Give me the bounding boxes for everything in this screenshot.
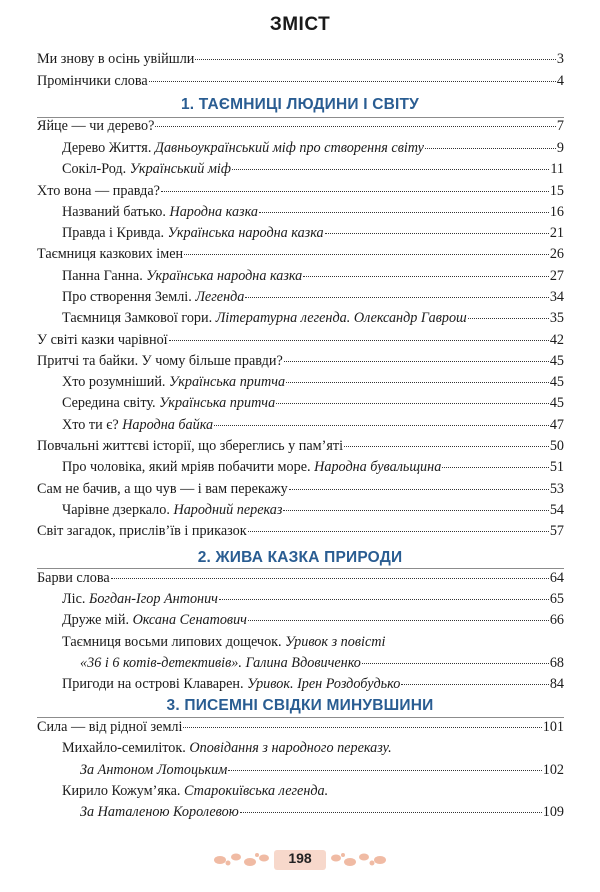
entry-subtitle: «36 і 6 котів-детективів». Галина Вдовиченко — [80, 655, 361, 671]
entry-title: Хто вона — правда? — [37, 183, 160, 199]
entry-page: 15 — [549, 183, 564, 199]
entry-subtitle: Оксана Сенатович — [132, 612, 247, 628]
entry-page: 54 — [549, 502, 564, 518]
entry-subtitle: Старокиївська легенда. — [183, 783, 329, 799]
toc-entry[interactable] — [37, 332, 564, 349]
entry-page: 51 — [549, 459, 564, 475]
entry-title: Ми знову в осінь увійшли — [37, 51, 195, 67]
entry-page: 68 — [549, 655, 564, 671]
entry-subtitle: Народна бувальщина — [314, 459, 442, 475]
toc-entry[interactable] — [37, 73, 564, 90]
toc-entry[interactable] — [37, 570, 564, 587]
entry-subtitle: Уривок з повісті — [285, 634, 386, 650]
entry-page: 45 — [549, 353, 564, 369]
entry-page: 53 — [549, 481, 564, 497]
toc-entry[interactable] — [62, 374, 564, 391]
entry-title: Правда і Кривда. — [62, 225, 168, 241]
entry-page: 109 — [542, 804, 564, 820]
entry-page: 26 — [549, 246, 564, 262]
toc-entry[interactable] — [62, 459, 564, 476]
toc-entry[interactable] — [62, 225, 564, 242]
entry-page: 66 — [549, 612, 564, 628]
entry-subtitle: Давньоукраїнський міф про створення світу — [154, 140, 424, 156]
entry-title: Сокіл-Род. — [62, 161, 130, 177]
entry-page: 45 — [549, 395, 564, 411]
entry-page: 34 — [549, 289, 564, 305]
entry-page: 7 — [556, 118, 564, 134]
entry-title: Друже мій. — [62, 612, 133, 628]
section-heading-1: 1. ТАЄМНИЦІ ЛЮДИНИ І СВІТУ — [180, 96, 420, 113]
entry-subtitle: Народна байка — [122, 417, 214, 433]
toc-entry[interactable] — [62, 395, 564, 412]
entry-title: Ліс. — [62, 591, 89, 607]
entry-subtitle: Українська народна казка — [167, 225, 324, 241]
entry-title: Хто ти є? — [62, 417, 123, 433]
entry-subtitle: Богдан-Ігор Антонич — [88, 591, 218, 607]
entry-page: 27 — [549, 268, 564, 284]
entry-title: Барви слова — [37, 570, 110, 586]
page-number: 198 — [288, 850, 312, 866]
section-heading-3: 3. ПИСЕМНІ СВІДКИ МИНУВШИНИ — [166, 697, 434, 714]
toc-entry[interactable] — [62, 161, 564, 178]
entry-page: 21 — [549, 225, 564, 241]
entry-page: 42 — [549, 332, 564, 348]
entry-page: 9 — [556, 140, 564, 156]
entry-page: 4 — [556, 73, 564, 89]
entry-title: Світ загадок, прислів’їв і приказок — [37, 523, 247, 539]
toc-entry[interactable] — [62, 740, 564, 757]
entry-title: Сила — від рідної землі — [37, 719, 183, 735]
entry-subtitle: За Наталеною Королевою — [80, 804, 239, 820]
toc-entry[interactable] — [62, 289, 564, 306]
entry-title: Про чоловіка, який мріяв побачити море. — [62, 459, 315, 475]
entry-page: 16 — [549, 204, 564, 220]
toc-entry[interactable] — [37, 438, 564, 455]
entry-subtitle: Українська притча — [159, 395, 276, 411]
toc-entry[interactable] — [37, 246, 564, 263]
entry-page: 3 — [556, 51, 564, 67]
entry-title: Повчальні життєві історії, що збереглись у пам’яті — [37, 438, 344, 454]
entry-title: Таємниця восьми липових дощечок. — [62, 634, 286, 650]
page-title: ЗМІСТ — [269, 14, 331, 35]
toc-entry[interactable] — [62, 591, 564, 608]
toc-entry[interactable] — [62, 204, 564, 221]
entry-title: Пригоди на острові Клаварен. — [62, 676, 248, 692]
toc-entry[interactable] — [62, 634, 564, 651]
entry-page: 101 — [542, 719, 564, 735]
toc-entry[interactable] — [37, 353, 564, 370]
entry-subtitle: Літературна легенда. Олександр Гаврош — [215, 310, 467, 326]
toc-entry[interactable] — [37, 523, 564, 540]
toc-entry[interactable] — [62, 310, 564, 327]
entry-page: 45 — [549, 374, 564, 390]
toc-entry[interactable] — [62, 417, 564, 434]
toc-entry[interactable] — [62, 676, 564, 693]
entry-page: 50 — [549, 438, 564, 454]
entry-subtitle: Оповідання з народного переказу. — [189, 740, 392, 756]
section-heading-2: 2. ЖИВА КАЗКА ПРИРОДИ — [197, 549, 403, 566]
entry-title: Таємниця казкових імен — [37, 246, 184, 262]
entry-title: Притчі та байки. У чому більше правди? — [37, 353, 283, 369]
entry-subtitle: Легенда — [195, 289, 245, 305]
toc-entry[interactable] — [62, 268, 564, 285]
entry-title: У світі казки чарівної — [37, 332, 168, 348]
entry-page: 35 — [549, 310, 564, 326]
entry-subtitle: За Антоном Лотоцьким — [80, 762, 228, 778]
entry-page: 11 — [550, 161, 564, 177]
toc-entry[interactable] — [37, 481, 564, 498]
entry-title: Яйце — чи дерево? — [37, 118, 155, 134]
entry-page: 47 — [549, 417, 564, 433]
entry-title: Чарівне дзеркало. — [62, 502, 174, 518]
entry-title: Хто розумніший. — [62, 374, 170, 390]
toc-entry-continuation[interactable] — [80, 804, 564, 821]
entry-title: Кирило Кожум’яка. — [62, 783, 184, 799]
entry-title: Середина світу. — [62, 395, 160, 411]
entry-subtitle: Народна казка — [169, 204, 258, 220]
toc-entry-continuation[interactable] — [80, 762, 564, 779]
entry-title: Промінчики слова — [37, 73, 148, 89]
entry-page: 84 — [549, 676, 564, 692]
entry-title: Про створення Землі. — [62, 289, 196, 305]
entry-page: 57 — [549, 523, 564, 539]
entry-page: 102 — [542, 762, 564, 778]
divider — [37, 568, 564, 569]
entry-subtitle: Українська народна казка — [146, 268, 303, 284]
entry-page: 65 — [549, 591, 564, 607]
toc-entry[interactable] — [37, 118, 564, 135]
toc-entry[interactable] — [62, 140, 564, 157]
toc-entry[interactable] — [37, 719, 564, 736]
entry-subtitle: Українська притча — [169, 374, 286, 390]
entry-subtitle: Народний переказ — [173, 502, 283, 518]
entry-title: Панна Ганна. — [62, 268, 147, 284]
entry-page: 64 — [549, 570, 564, 586]
toc-entry[interactable] — [37, 51, 564, 68]
divider — [37, 717, 564, 718]
entry-title: Михайло-семиліток. — [62, 740, 190, 756]
entry-title: Названий батько. — [62, 204, 170, 220]
toc-entry-continuation[interactable] — [80, 655, 564, 672]
entry-title: Таємниця Замкової гори. — [62, 310, 216, 326]
toc-entry[interactable] — [62, 612, 564, 629]
toc-entry[interactable] — [62, 502, 564, 519]
entry-subtitle: Український міф — [129, 161, 231, 177]
toc-entry[interactable] — [37, 183, 564, 200]
entry-title: Сам не бачив, а що чув — і вам перекажу — [37, 481, 288, 497]
entry-title: Дерево Життя. — [62, 140, 155, 156]
toc-entry[interactable] — [62, 783, 564, 800]
entry-subtitle: Уривок. Ірен Роздобудько — [247, 676, 401, 692]
